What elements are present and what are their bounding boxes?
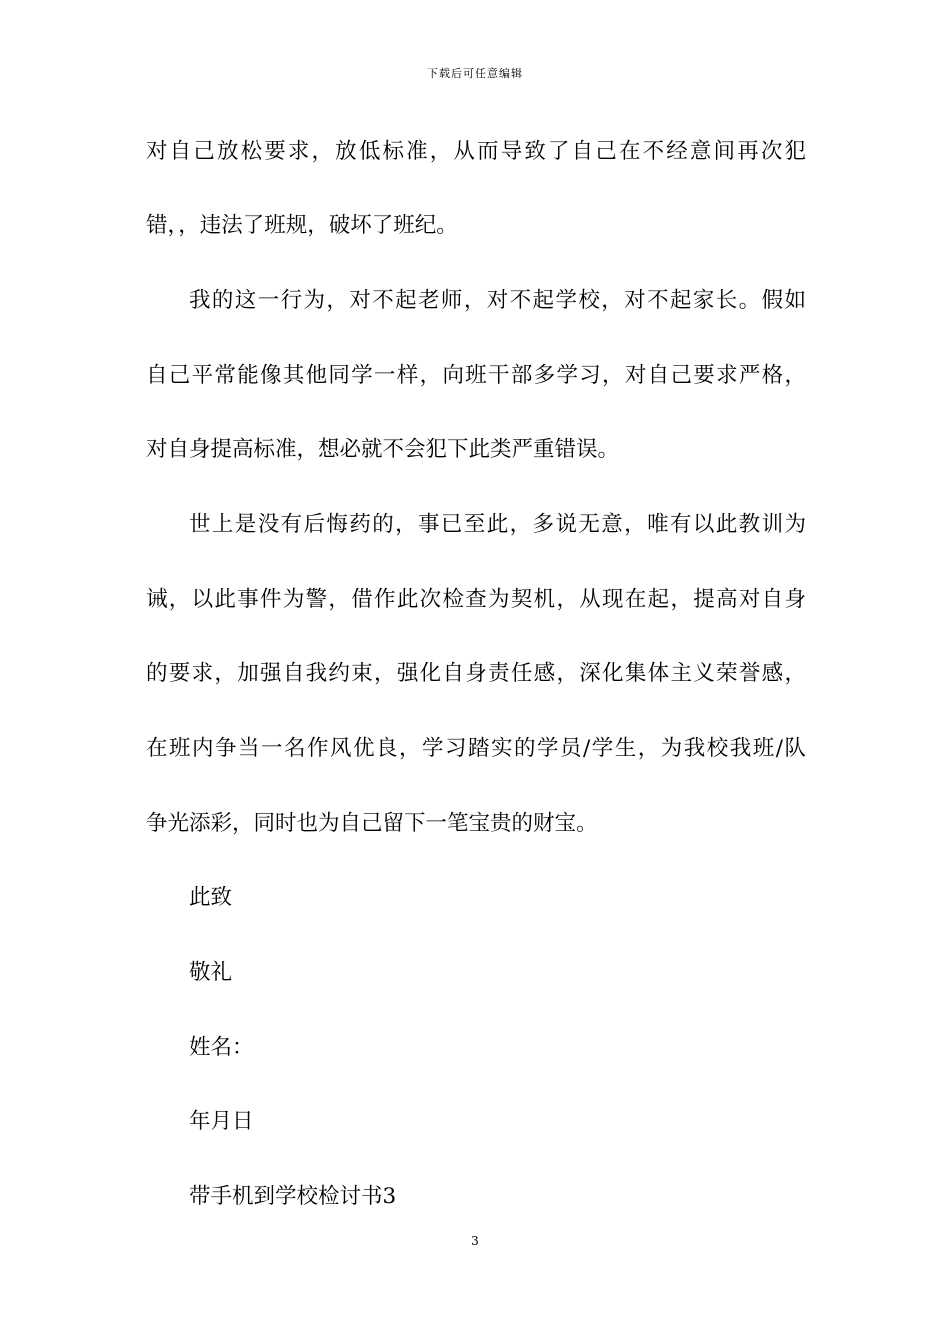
paragraph-line: 的要求，加强自我约束，强化自身责任感，深化集体主义荣誉感， [146, 661, 806, 686]
section-title: 带手机到学校检讨书3 [189, 1184, 397, 1209]
salutation-2: 敬礼 [189, 960, 233, 985]
page-number: 3 [471, 1234, 479, 1248]
paragraph-line: 对自身提高标准，想必就不会犯下此类严重错误。 [146, 437, 620, 462]
paragraph-line: 对自己放松要求，放低标准，从而导致了自己在不经意间再次犯 [146, 139, 806, 164]
paragraph-line: 在班内争当一名作风优良，学习踏实的学员/学生，为我校我班/队 [146, 736, 806, 761]
paragraph-line: 我的这一行为，对不起老师，对不起学校，对不起家长。假如 [189, 288, 806, 313]
salutation-1: 此致 [189, 885, 233, 910]
date-label: 年月日 [189, 1109, 254, 1134]
paragraph-line: 世上是没有后悔药的，事已至此，多说无意，唯有以此教训为 [189, 512, 806, 537]
paragraph-line: 争光添彩，同时也为自己留下一笔宝贵的财宝。 [146, 811, 598, 836]
paragraph-line: 自己平常能像其他同学一样，向班干部多学习，对自己要求严格， [146, 363, 806, 388]
header-note: 下载后可任意编辑 [427, 67, 523, 80]
paragraph-line: 错，，违法了班规，破坏了班纪。 [146, 213, 458, 238]
paragraph-line: 诫，以此事件为警，借作此次检查为契机，从现在起，提高对自身 [146, 587, 806, 612]
name-label: 姓名： [189, 1035, 254, 1060]
